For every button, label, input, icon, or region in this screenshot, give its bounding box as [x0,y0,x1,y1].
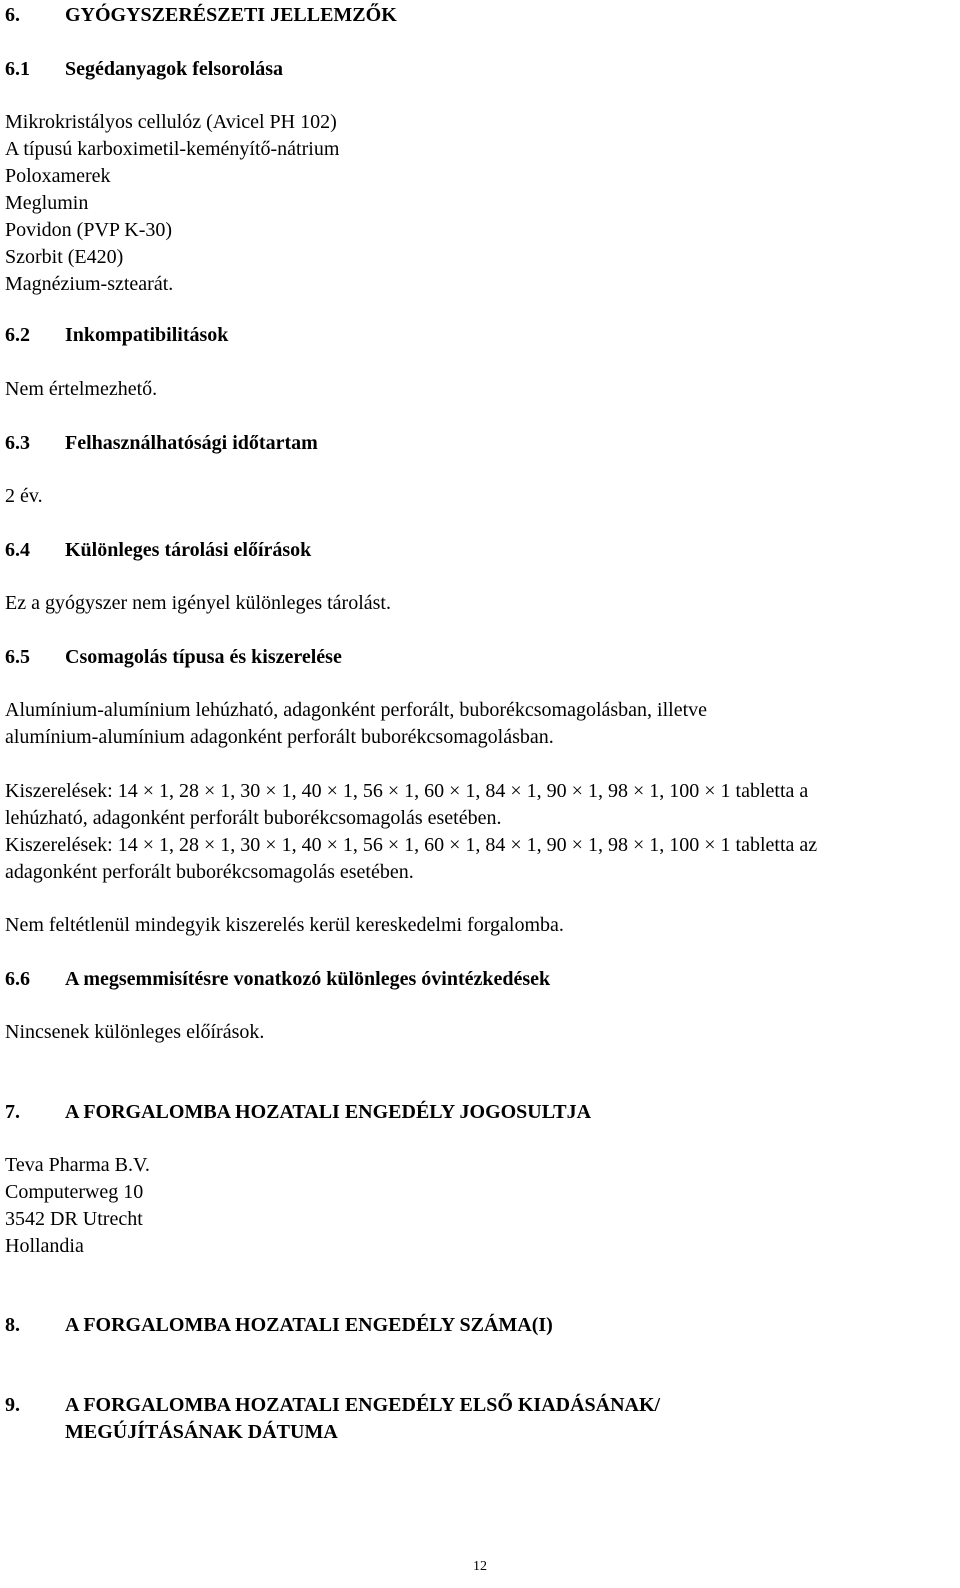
section-title: A megsemmisítésre vonatkozó különleges óvintézkedések [65,968,551,990]
section-6-4-heading [5,537,311,564]
section-title: Csomagolás típusa és kiszerelése [65,646,342,668]
excipient-list [5,109,339,298]
section-number: 9. [5,1394,20,1416]
section-title-continued: MEGÚJÍTÁSÁNAK DÁTUMA [65,1421,338,1443]
list-item: Meglumin [5,192,89,214]
section-9-heading [5,1392,660,1446]
list-item: Poloxamerek [5,165,111,187]
section-number: 6.1 [5,58,30,80]
section-title: Segédanyagok felsorolása [65,58,283,80]
section-6-2-heading [5,322,228,349]
incompatibilities-text: Nem értelmezhető. [5,378,158,400]
storage-text: Ez a gyógyszer nem igényel különleges tárolást. [5,592,391,614]
section-title: A FORGALOMBA HOZATALI ENGEDÉLY ELSŐ KIADÁSÁNAK/ [65,1394,661,1416]
section-7-heading [5,1099,591,1126]
address-line: Computerweg 10 [5,1181,144,1203]
section-6-5-heading [5,644,342,671]
paragraph-line: adagonként perforált buborékcsomagolás esetében. [5,861,414,883]
section-number: 6.2 [5,324,30,346]
list-item: Povidon (PVP K-30) [5,219,173,241]
page-number: 12 [473,1559,487,1574]
section-6-6-heading [5,966,550,993]
section-number: 6.5 [5,646,30,668]
address-line: Hollandia [5,1235,84,1257]
section-6-heading [5,2,397,29]
section-number: 8. [5,1314,20,1336]
paragraph-line: Kiszerelések: 14 × 1, 28 × 1, 30 × 1, 40 × 1, 56 × 1, 60 × 1, 84 × 1, 90 × 1, 98 × 1, 100 × 1 tabletta a [5,780,809,802]
disposal-text: Nincsenek különleges előírások. [5,1021,265,1043]
section-number: 7. [5,1101,20,1123]
section-6-3-heading [5,430,318,457]
address-line: Teva Pharma B.V. [5,1154,150,1176]
section-number: 6.4 [5,539,30,561]
section-number: 6. [5,4,20,26]
holder-address [5,1152,150,1260]
paragraph-line: lehúzható, adagonként perforált buborékcsomagolás esetében. [5,807,502,829]
section-title: A FORGALOMBA HOZATALI ENGEDÉLY JOGOSULTJA [65,1101,592,1123]
section-title: Felhasználhatósági időtartam [65,432,318,454]
paragraph-line: Kiszerelések: 14 × 1, 28 × 1, 30 × 1, 40 × 1, 56 × 1, 60 × 1, 84 × 1, 90 × 1, 98 × 1, 100 × 1 tabletta az [5,834,818,856]
list-item: A típusú karboximetil-keményítő-nátrium [5,138,340,160]
section-number: 6.3 [5,432,30,454]
packaging-paragraph [5,697,707,751]
section-title: A FORGALOMBA HOZATALI ENGEDÉLY SZÁMA(I) [65,1314,553,1336]
address-line: 3542 DR Utrecht [5,1208,143,1230]
section-8-heading [5,1312,553,1339]
list-item: Magnézium-sztearát. [5,273,174,295]
section-6-1-heading [5,56,283,83]
pack-sizes-paragraph-2 [5,832,817,886]
list-item: Szorbit (E420) [5,246,124,268]
list-item: Mikrokristályos cellulóz (Avicel PH 102) [5,111,337,133]
section-title: Inkompatibilitások [65,324,229,346]
marketing-note: Nem feltétlenül mindegyik kiszerelés kerül kereskedelmi forgalomba. [5,914,564,936]
shelf-life-text: 2 év. [5,485,43,507]
section-title: GYÓGYSZERÉSZETI JELLEMZŐK [65,4,397,26]
paragraph-line: Alumínium-alumínium lehúzható, adagonként perforált, buborékcsomagolásban, illetve [5,699,708,721]
section-number: 6.6 [5,968,30,990]
section-title: Különleges tárolási előírások [65,539,312,561]
pack-sizes-paragraph-1 [5,778,808,832]
paragraph-line: alumínium-alumínium adagonként perforált buborékcsomagolásban. [5,726,554,748]
